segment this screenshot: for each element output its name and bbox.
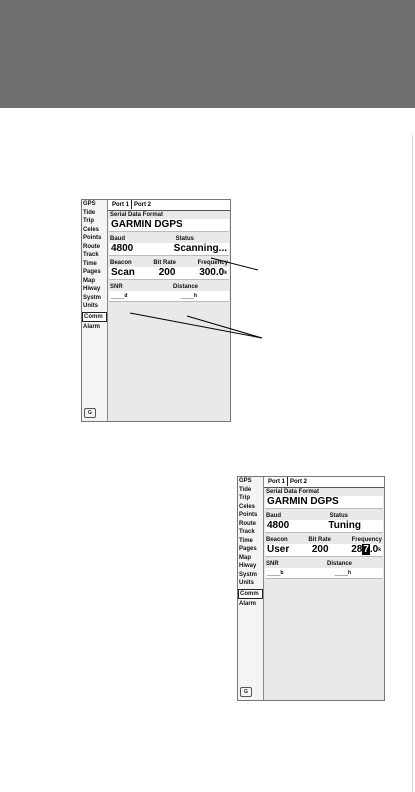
status-label: Status — [175, 236, 194, 242]
sidebar-item-route[interactable]: Route — [239, 520, 256, 527]
sidebar-menu — [238, 477, 264, 700]
sidebar-item-gps[interactable]: GPS — [83, 201, 96, 207]
sidebar-item-alarm[interactable]: Alarm — [239, 600, 257, 607]
distance-value: ___ — [180, 291, 194, 300]
port-tabs — [264, 477, 384, 488]
frequency-unit: k — [224, 270, 227, 276]
callout-line-distance — [187, 316, 262, 338]
sidebar-item-systm[interactable]: Systm — [83, 294, 102, 301]
beacon-label: Beacon — [266, 537, 288, 543]
sidebar-item-gps[interactable]: GPS — [239, 478, 252, 484]
status-value: Tuning — [328, 520, 361, 531]
callout-line-status — [211, 258, 258, 270]
tab-port-1[interactable]: Port 1 — [112, 202, 130, 209]
baud-field[interactable]: 4800 — [111, 243, 134, 254]
snr-label: SNR — [110, 284, 123, 290]
tab-port-2[interactable]: Port 2 — [290, 479, 308, 486]
sidebar-item-comm[interactable]: Comm — [238, 589, 263, 599]
sidebar-item-pages[interactable]: Pages — [83, 269, 101, 275]
serial-format-label: Serial Data Format — [266, 489, 320, 495]
tab-port-1[interactable]: Port 1 — [268, 479, 286, 486]
callout-line-snr — [130, 313, 262, 338]
sidebar-item-pages[interactable]: Pages — [239, 546, 257, 552]
baud-field[interactable]: 4800 — [267, 520, 290, 531]
sidebar-item-time[interactable]: Time — [83, 260, 97, 267]
tab-port-2[interactable]: Port 2 — [134, 202, 152, 209]
sidebar-item-tide[interactable]: Tide — [83, 209, 96, 216]
serial-format-label: Serial Data Format — [110, 212, 164, 218]
edit-cursor[interactable]: 7 — [363, 544, 369, 555]
sidebar-item-celes[interactable]: Celes — [83, 226, 100, 233]
sidebar-item-celes[interactable]: Celes — [239, 503, 256, 510]
sidebar-item-trip[interactable]: Trip — [83, 218, 95, 224]
garmin-logo-icon: G — [84, 408, 96, 418]
frequency-field[interactable]: 300.0 — [199, 267, 225, 278]
sidebar-item-hiway[interactable]: Hiway — [83, 286, 101, 292]
bitrate-label: Bit Rate — [308, 537, 331, 543]
distance-label: Distance — [326, 561, 352, 567]
sidebar-item-comm[interactable]: Comm — [82, 312, 107, 322]
sidebar-item-systm[interactable]: Systm — [239, 571, 258, 578]
bitrate-label: Bit Rate — [153, 260, 176, 266]
serial-format-field[interactable]: GARMIN DGPS — [265, 496, 383, 509]
comm-panel — [264, 477, 384, 700]
beacon-row — [265, 544, 383, 557]
bitrate-field[interactable]: 200 — [311, 544, 329, 555]
beacon-label: Beacon — [110, 260, 132, 266]
garmin-logo-icon: G — [240, 687, 252, 697]
sidebar-item-track[interactable]: Track — [83, 252, 99, 258]
sidebar-item-alarm[interactable]: Alarm — [83, 323, 101, 330]
sidebar-item-points[interactable]: Points — [83, 235, 102, 241]
frequency-label: Frequency — [351, 537, 382, 543]
frequency-unit: k — [378, 547, 381, 553]
sidebar-item-map[interactable]: Map — [239, 554, 251, 561]
baud-status-row — [265, 520, 383, 533]
frequency-label: Frequency — [197, 260, 228, 266]
snr-value: ___ — [111, 291, 125, 300]
snr-unit: b — [280, 570, 284, 576]
distance-unit: h — [347, 570, 351, 576]
sidebar-item-hiway[interactable]: Hiway — [239, 563, 257, 569]
distance-unit: h — [193, 293, 197, 299]
sidebar-item-route[interactable]: Route — [83, 243, 100, 250]
gps-screen-tuning — [237, 476, 385, 701]
sidebar-item-track[interactable]: Track — [239, 529, 255, 535]
sidebar-item-trip[interactable]: Trip — [239, 495, 251, 501]
snr-label: SNR — [266, 561, 279, 567]
snr-value: ___ — [267, 568, 281, 577]
status-label: Status — [329, 513, 348, 519]
sidebar-item-map[interactable]: Map — [83, 277, 95, 284]
distance-value: ___ — [334, 568, 348, 577]
beacon-field[interactable]: Scan — [111, 267, 135, 278]
serial-format-field[interactable]: GARMIN DGPS — [109, 219, 229, 232]
baud-label: Baud — [266, 513, 281, 519]
status-value: Scanning... — [173, 243, 227, 254]
baud-label: Baud — [110, 236, 125, 242]
snr-distance-row — [265, 568, 383, 579]
snr-unit: d — [124, 293, 128, 299]
sidebar-item-time[interactable]: Time — [239, 537, 253, 544]
sidebar-item-tide[interactable]: Tide — [239, 486, 252, 493]
sidebar-item-points[interactable]: Points — [239, 512, 258, 518]
beacon-field[interactable]: User — [267, 544, 290, 555]
frequency-field[interactable]: 287.0$^k$ — [351, 544, 381, 555]
bitrate-field[interactable]: 200 — [158, 267, 176, 278]
sidebar-item-units[interactable]: Units — [239, 580, 254, 586]
sidebar-item-units[interactable]: Units — [83, 303, 98, 309]
distance-label: Distance — [172, 284, 198, 290]
